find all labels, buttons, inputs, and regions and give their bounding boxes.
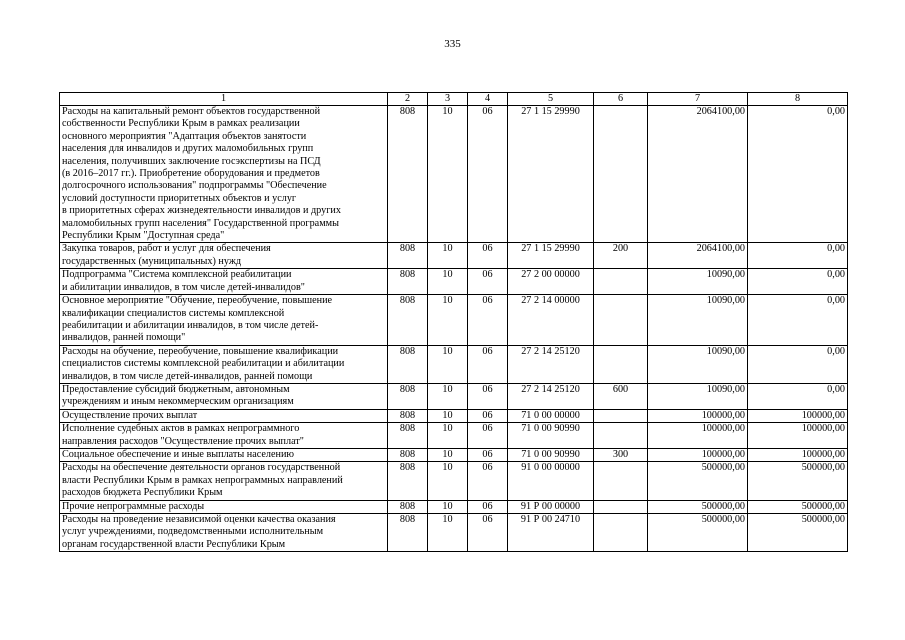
ministry-code: 808 [388,423,428,449]
header-col-8: 8 [748,93,848,106]
amount-col-7: 2064100,00 [648,243,748,269]
table-row [60,500,848,513]
section-code: 10 [428,106,468,243]
ministry-code: 808 [388,345,428,383]
amount-col-7: 10090,00 [648,269,748,295]
table-row [60,106,848,243]
target-article-code: 27 2 14 00000 [508,295,594,346]
expense-type-code [594,514,648,552]
amount-col-7: 10090,00 [648,295,748,346]
expense-name: Социальное обеспечение и иные выплаты населению [60,448,388,461]
ministry-code: 808 [388,500,428,513]
header-col-3: 3 [428,93,468,106]
ministry-code: 808 [388,514,428,552]
amount-col-8: 100000,00 [748,409,848,422]
target-article-code: 71 0 00 90990 [508,448,594,461]
table-row [60,448,848,461]
amount-col-7: 2064100,00 [648,106,748,243]
expense-type-code [594,106,648,243]
subsection-code: 06 [468,423,508,449]
ministry-code: 808 [388,269,428,295]
table-row [60,295,848,346]
amount-col-7: 100000,00 [648,409,748,422]
section-code: 10 [428,500,468,513]
expense-name: Закупка товаров, работ и услуг для обеспечения государственных (муниципальных) нужд [60,243,388,269]
section-code: 10 [428,269,468,295]
expense-name: Расходы на обеспечение деятельности органов государственной власти Республики Крым в рамках непрограммных направлений расходов бюджета Республики Крым [60,462,388,500]
table-row [60,423,848,449]
header-col-7: 7 [648,93,748,106]
amount-col-8: 100000,00 [748,423,848,449]
section-code: 10 [428,243,468,269]
amount-col-8: 500000,00 [748,462,848,500]
expense-name: Исполнение судебных актов в рамках непрограммного направления расходов "Осуществление прочих выплат" [60,423,388,449]
subsection-code: 06 [468,295,508,346]
amount-col-7: 10090,00 [648,345,748,383]
section-code: 10 [428,345,468,383]
amount-col-8: 500000,00 [748,514,848,552]
amount-col-8: 0,00 [748,106,848,243]
header-col-5: 5 [508,93,594,106]
amount-col-8: 0,00 [748,345,848,383]
expense-type-code [594,345,648,383]
subsection-code: 06 [468,383,508,409]
section-code: 10 [428,423,468,449]
section-code: 10 [428,383,468,409]
subsection-code: 06 [468,500,508,513]
ministry-code: 808 [388,295,428,346]
section-code: 10 [428,295,468,346]
target-article-code: 71 0 00 00000 [508,409,594,422]
subsection-code: 06 [468,345,508,383]
amount-col-7: 100000,00 [648,448,748,461]
expense-type-code: 300 [594,448,648,461]
target-article-code: 27 1 15 29990 [508,106,594,243]
table-row [60,243,848,269]
ministry-code: 808 [388,409,428,422]
expense-name: Прочие непрограммные расходы [60,500,388,513]
section-code: 10 [428,462,468,500]
expense-type-code: 600 [594,383,648,409]
subsection-code: 06 [468,243,508,269]
amount-col-8: 100000,00 [748,448,848,461]
table-header [60,93,848,106]
target-article-code: 91 Р 00 00000 [508,500,594,513]
table-row [60,409,848,422]
expense-type-code [594,269,648,295]
target-article-code: 91 Р 00 24710 [508,514,594,552]
expense-type-code [594,500,648,513]
target-article-code: 91 0 00 00000 [508,462,594,500]
header-col-6: 6 [594,93,648,106]
subsection-code: 06 [468,448,508,461]
ministry-code: 808 [388,383,428,409]
amount-col-7: 500000,00 [648,462,748,500]
expense-name: Осуществление прочих выплат [60,409,388,422]
ministry-code: 808 [388,106,428,243]
table-row [60,345,848,383]
expense-name: Расходы на обучение, переобучение, повышение квалификации специалистов системы комплексной реабилитации и абилитации инвалидов, в том числе детей-инвалидов, ранней помощи [60,345,388,383]
table-row [60,462,848,500]
amount-col-7: 100000,00 [648,423,748,449]
table-row [60,269,848,295]
amount-col-8: 0,00 [748,243,848,269]
header-row [60,93,848,106]
subsection-code: 06 [468,462,508,500]
amount-col-7: 500000,00 [648,500,748,513]
ministry-code: 808 [388,243,428,269]
table-row [60,383,848,409]
amount-col-8: 0,00 [748,383,848,409]
subsection-code: 06 [468,269,508,295]
amount-col-8: 0,00 [748,269,848,295]
expense-type-code [594,423,648,449]
page-number: 335 [444,38,461,50]
ministry-code: 808 [388,448,428,461]
expense-type-code: 200 [594,243,648,269]
target-article-code: 27 1 15 29990 [508,243,594,269]
table-body [60,106,848,552]
target-article-code: 27 2 14 25120 [508,383,594,409]
section-code: 10 [428,514,468,552]
subsection-code: 06 [468,106,508,243]
expense-name: Предоставление субсидий бюджетным, автономным учреждениям и иным некоммерческим организациям [60,383,388,409]
amount-col-7: 500000,00 [648,514,748,552]
expense-type-code [594,295,648,346]
subsection-code: 06 [468,514,508,552]
amount-col-8: 0,00 [748,295,848,346]
subsection-code: 06 [468,409,508,422]
table-row [60,514,848,552]
section-code: 10 [428,448,468,461]
ministry-code: 808 [388,462,428,500]
expense-type-code [594,462,648,500]
target-article-code: 27 2 14 25120 [508,345,594,383]
header-col-2: 2 [388,93,428,106]
expense-name: Расходы на капитальный ремонт объектов государственной собственности Республики Крым в рамках реализации основного мероприятия "Адаптация объектов занятости населения для инвалидов и других маломобильных групп населения, получивших заключение госэкспертизы на ПСД (в 2016–2017 гг.). Приобретение оборудования и предметов долгосрочного использования" подпрограммы "Обеспечение условий доступности приоритетных объектов и услуг в приоритетных сферах жизнедеятельности инвалидов и других маломобильных групп населения" Государственной программы Республики Крым "Доступная среда" [60,106,388,243]
section-code: 10 [428,409,468,422]
target-article-code: 71 0 00 90990 [508,423,594,449]
amount-col-8: 500000,00 [748,500,848,513]
header-col-4: 4 [468,93,508,106]
expense-name: Подпрограмма "Система комплексной реабилитации и абилитации инвалидов, в том числе детей-инвалидов" [60,269,388,295]
target-article-code: 27 2 00 00000 [508,269,594,295]
budget-table [59,92,848,552]
expense-name: Основное мероприятие "Обучение, переобучение, повышение квалификации специалистов системы комплексной реабилитации и абилитации инвалидов, в том числе детей- инвалидов, ранней помощи" [60,295,388,346]
amount-col-7: 10090,00 [648,383,748,409]
expense-type-code [594,409,648,422]
header-col-1: 1 [60,93,388,106]
expense-name: Расходы на проведение независимой оценки качества оказания услуг учреждениями, подведомственными исполнительным органам государственной власти Республики Крым [60,514,388,552]
